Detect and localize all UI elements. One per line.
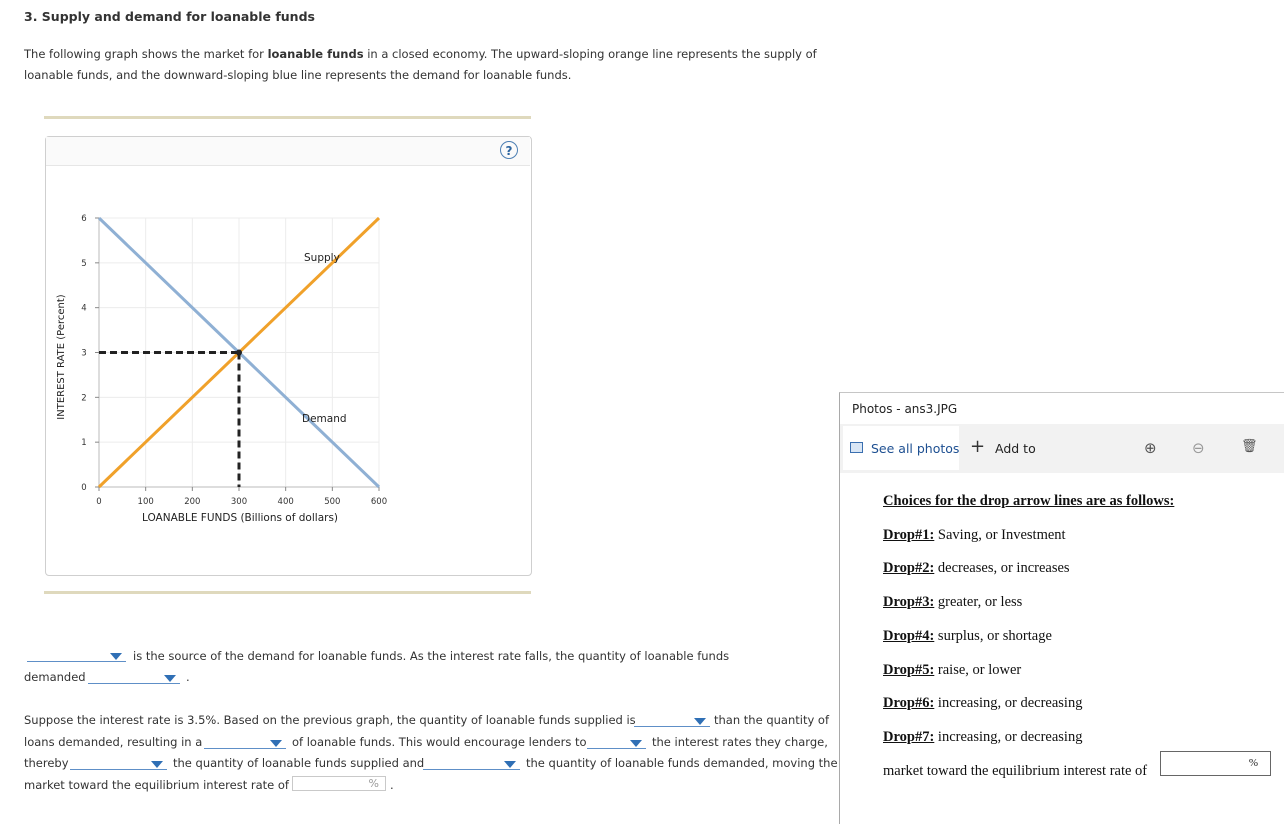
drop2-direction[interactable] <box>88 669 180 684</box>
p2-qd: the quantity of loanable funds demanded, moving the <box>526 756 838 770</box>
p2-thereby: thereby <box>24 756 69 770</box>
y-tick-label: 2 <box>81 393 87 404</box>
equilibrium-point <box>236 350 242 356</box>
chart-ticks <box>81 214 387 507</box>
p1-period: . <box>186 670 190 684</box>
zoom-out-icon[interactable]: ⊖ <box>1192 439 1205 457</box>
photo-icon <box>850 442 863 453</box>
add-to-button[interactable]: Add to <box>995 441 1036 456</box>
y-tick-label: 3 <box>81 348 87 359</box>
choices-heading: Choices for the drop arrow lines are as follows: <box>883 493 1175 509</box>
y-axis-label: INTEREST RATE (Percent) <box>56 294 67 420</box>
equilibrium-rate-input[interactable]: % <box>292 776 386 791</box>
photo-rate-box: % <box>1160 751 1271 776</box>
choice-text: decreases, or increases <box>937 560 1070 576</box>
choice-7 <box>883 729 1082 746</box>
plus-icon[interactable]: + <box>970 436 986 457</box>
p2-market: market toward the equilibrium interest rate of <box>24 778 289 792</box>
drop5-action[interactable] <box>587 734 646 749</box>
p2-of: of loanable funds. This would encourage lenders to <box>292 735 587 749</box>
x-tick-label: 300 <box>230 497 248 507</box>
chevron-down-icon <box>630 740 642 747</box>
graph-bottom-rule <box>44 591 531 594</box>
choice-text: increasing, or decreasing <box>937 695 1083 711</box>
intro-pre: The following graph shows the market for <box>24 47 268 61</box>
choice-label: Drop#1: <box>883 527 935 543</box>
chevron-down-icon <box>504 761 516 768</box>
chevron-down-icon <box>151 761 163 768</box>
drop1-source[interactable] <box>27 647 126 662</box>
choice-text: raise, or lower <box>937 662 1022 678</box>
loanable-funds-chart <box>0 0 540 540</box>
x-tick-label: 500 <box>324 497 341 507</box>
drop3-comparison[interactable] <box>634 712 710 727</box>
p2-loans: loans demanded, resulting in a <box>24 735 203 749</box>
choice-3 <box>883 594 1022 611</box>
p1-demanded: demanded <box>24 670 86 684</box>
p2-rates: the interest rates they charge, <box>652 735 828 749</box>
p1-text: is the source of the demand for loanable funds. As the interest rate falls, the quantity of loanable funds <box>133 649 730 663</box>
zoom-in-icon[interactable]: ⊕ <box>1144 439 1157 457</box>
choice-label: Drop#6: <box>883 695 935 711</box>
x-tick-label: 0 <box>96 497 102 507</box>
y-tick-label: 6 <box>81 214 87 224</box>
choice-4 <box>883 628 1052 645</box>
help-icon[interactable]: ? <box>500 141 518 159</box>
photos-window-title: Photos - ans3.JPG <box>852 402 958 416</box>
chevron-down-icon <box>694 718 706 725</box>
intro-bold: loanable funds <box>267 47 364 61</box>
p2-than: than the quantity of <box>714 713 829 727</box>
question-title: 3. Supply and demand for loanable funds <box>24 9 315 24</box>
choice-text: greater, or less <box>937 594 1023 610</box>
chevron-down-icon <box>110 653 122 660</box>
market-text: market toward the equilibrium interest rate of <box>883 763 1148 779</box>
x-tick-label: 400 <box>277 497 294 507</box>
choice-label: Drop#3: <box>883 594 935 610</box>
supply-label: Supply <box>304 252 340 264</box>
choice-label: Drop#7: <box>883 729 935 745</box>
choice-1 <box>883 527 1066 544</box>
choice-text: surplus, or shortage <box>937 628 1052 644</box>
choice-6 <box>883 695 1082 712</box>
drop6-supplied[interactable] <box>70 755 167 770</box>
x-tick-label: 600 <box>370 497 388 507</box>
demand-label: Demand <box>302 413 347 425</box>
x-axis-label: LOANABLE FUNDS (Billions of dollars) <box>141 512 339 524</box>
p2-start: Suppose the interest rate is 3.5%. Based on the previous graph, the quantity of loanable funds supplied is <box>24 713 636 727</box>
choice-label: Drop#2: <box>883 560 935 576</box>
intro-post: in a closed economy. The upward-sloping orange line represents the supply of loanable funds, and the downward-sloping blue line represents the demand for loanable funds. <box>24 47 817 82</box>
drop4-outcome[interactable] <box>204 734 286 749</box>
choice-5 <box>883 662 1021 679</box>
y-tick-label: 5 <box>81 258 87 269</box>
choice-2 <box>883 560 1070 577</box>
y-tick-label: 4 <box>81 303 87 314</box>
chevron-down-icon <box>270 740 282 747</box>
choice-text: Saving, or Investment <box>937 527 1066 543</box>
choice-label: Drop#5: <box>883 662 935 678</box>
choice-label: Drop#4: <box>883 628 935 644</box>
delete-icon[interactable]: 🗑 <box>1241 439 1258 454</box>
p2-qs: the quantity of loanable funds supplied and <box>173 756 425 770</box>
y-tick-label: 0 <box>81 483 87 493</box>
x-tick-label: 200 <box>184 497 201 507</box>
chevron-down-icon <box>164 675 176 682</box>
x-tick-label: 100 <box>137 497 154 507</box>
p2-period: . <box>390 778 394 792</box>
y-tick-label: 1 <box>81 438 87 449</box>
see-all-photos-label[interactable]: See all photos <box>871 441 960 456</box>
choice-text: increasing, or decreasing <box>937 729 1083 745</box>
drop7-demanded[interactable] <box>423 755 520 770</box>
